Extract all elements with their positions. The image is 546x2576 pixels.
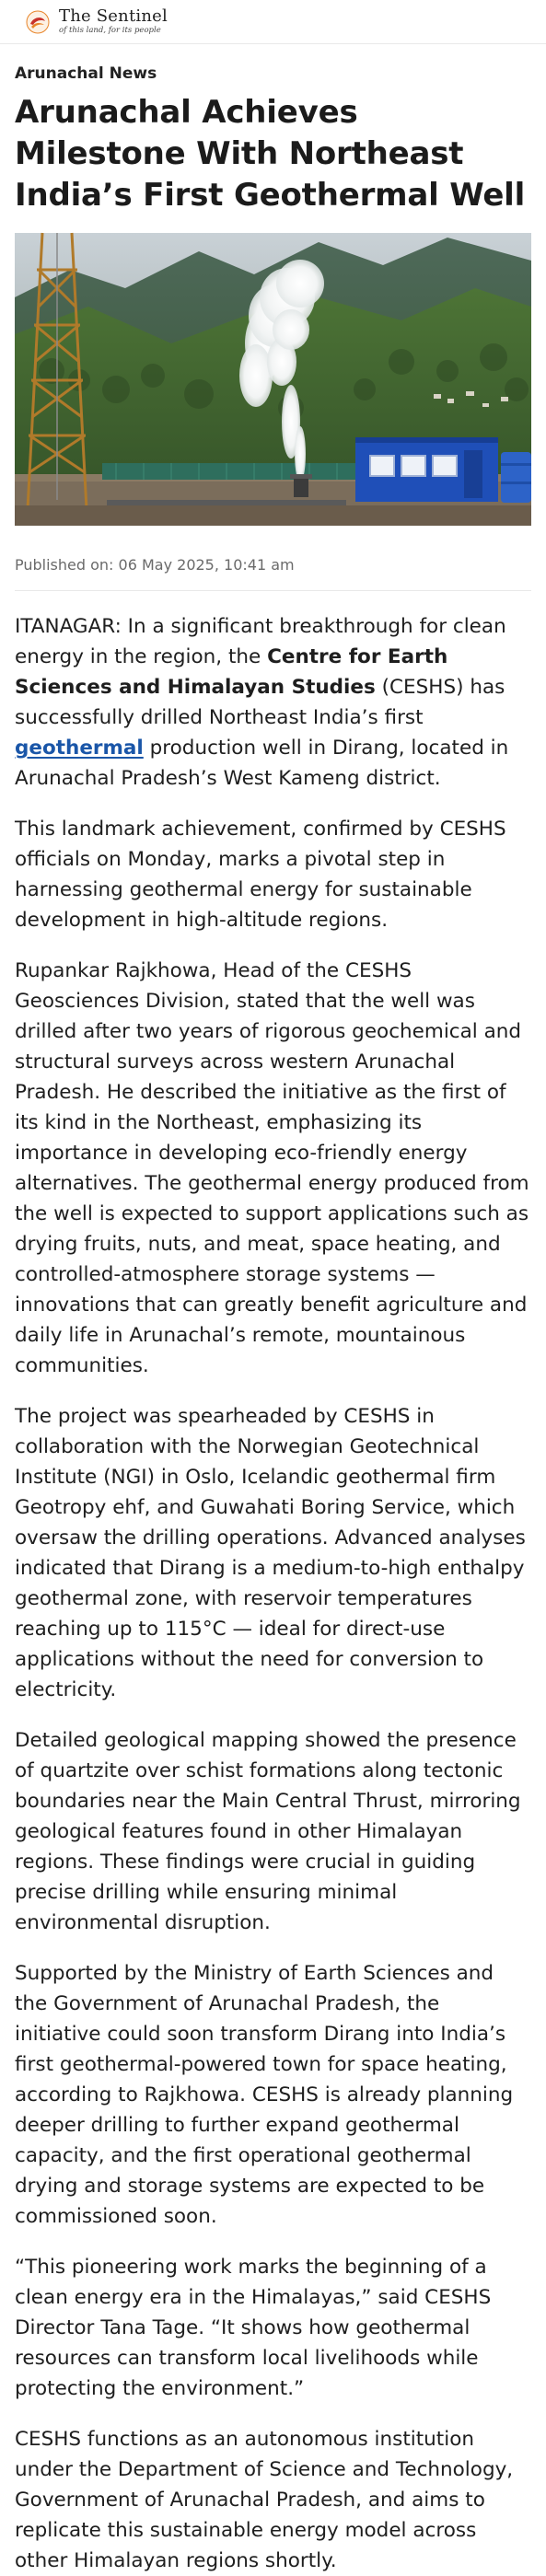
article-paragraph-8: CESHS functions as an autonomous institution under the Department of Science and Technology, Government of Arunachal Pradesh, and aims to replicate this sustainable energy model across other Himalayan regions shortly. [15, 2428, 514, 2572]
site-name: The Sentinel [59, 6, 168, 27]
article-paragraph-4: The project was spearheaded by CESHS in collaboration with the Norwegian Geotechnical Institute (NGI) in Oslo, Icelandic geothermal firm Geotropy ehf, and Guwahati Boring Service, which oversaw the drilling operations. Advanced analyses indicated that Dirang is a medium-to-high enthalpy geothermal zone, with reservoir temperatures reaching up to 115°C — ideal for direct-use applications without the need for conversion to electricity. [15, 1405, 526, 1701]
site-logo-link[interactable] [26, 8, 168, 35]
article-paragraph-6: Supported by the Ministry of Earth Sciences and the Government of Arunachal Pradesh, the initiative could soon transform Dirang into India’s first geothermal-powered town for space heating, according to Rajkhowa. CESHS is already planning deeper drilling to further expand geothermal capacity, and the first operational geothermal drying and storage systems are expected to be commissioned soon. [15, 1962, 514, 2228]
divider [15, 590, 531, 591]
article-category[interactable]: Arunachal News [15, 64, 157, 83]
logo-text [59, 8, 168, 35]
article-paragraph-3: Rupankar Rajkhowa, Head of the CESHS Geosciences Division, stated that the well was drilled after two years of rigorous geochemical and structural surveys across western Arunachal Pradesh. He described the initiative as the first of its kind in the Northeast, emphasizing its importance in developing eco-friendly energy alternatives. The geothermal energy produced from the well is expected to support applications such as drying fruits, nuts, and meat, space heating, and controlled-atmosphere storage systems — innovations that can greatly benefit agriculture and daily life in Arunachal’s remote, mountainous communities. [15, 959, 529, 1377]
article-title: Arunachal Achieves Milestone With Northeast India’s First Geothermal Well [15, 94, 526, 214]
p1-institution-name: Centre for Earth Sciences and Himalayan Studies [15, 645, 448, 699]
p1-text-c: (CESHS) has successfully drilled Northeast India’s first [15, 676, 505, 729]
published-date: Published on: 06 May 2025, 10:41 am [15, 556, 295, 574]
article-paragraph-2: This landmark achievement, confirmed by CESHS officials on Monday, marks a pivotal step in harnessing geothermal energy for sustainable development in high-altitude regions. [15, 818, 506, 932]
site-header [0, 0, 546, 44]
article-paragraph-5: Detailed geological mapping showed the presence of quartzite over schist formations along tectonic boundaries near the Main Central Thrust, mirroring geological features found in other Himalayan regions. These findings were crucial in guiding precise drilling while ensuring minimal environmental disruption. [15, 1729, 521, 1934]
p1-text-a: ITANAGAR: In a significant breakthrough for clean energy in the region, the [15, 615, 506, 668]
article-body [15, 611, 531, 2576]
article-paragraph-1 [15, 611, 531, 794]
article-paragraph-7: “This pioneering work marks the beginning of a clean energy era in the Himalayas,” said CESHS Director Tana Tage. “It shows how geothermal resources can transform local livelihoods while protecting the environment.” [15, 2256, 492, 2400]
site-tagline: of this land, for its people [59, 26, 161, 36]
p1-text-d: production well in Dirang, located in Arunachal Pradesh’s West Kameng district. [15, 737, 509, 790]
article-container [0, 64, 546, 2576]
hero-image [15, 233, 531, 526]
sentinel-logo-icon [26, 10, 50, 34]
geothermal-link[interactable]: geothermal [15, 737, 144, 760]
